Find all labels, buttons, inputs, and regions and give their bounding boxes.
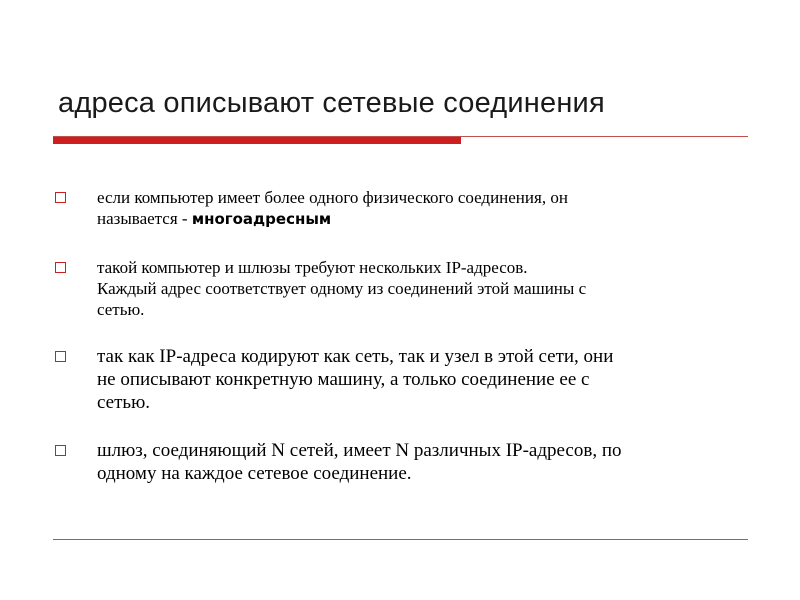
- square-bullet-icon: [55, 351, 66, 362]
- slide-title: адреса описывают сетевые соединения: [58, 87, 605, 119]
- bullet-line: сетью.: [97, 392, 151, 413]
- bullet-line: одному на каждое сетевое соединение.: [97, 463, 412, 484]
- bullet-item: [55, 439, 755, 485]
- bullet-item: [55, 345, 755, 414]
- bullet-item: [55, 187, 755, 230]
- square-bullet-icon: [55, 445, 66, 456]
- bullet-line: [97, 208, 755, 230]
- bullet-line: так как IP-адреса кодируют как сеть, так и узел в этой сети, они: [97, 346, 614, 367]
- title-underline-accent: [53, 137, 461, 144]
- square-bullet-icon: [55, 192, 66, 203]
- bullet-line: Каждый адрес соответствует одному из соединений этой машины с: [97, 279, 587, 298]
- bullet-item: [55, 257, 755, 320]
- bullet-list: [55, 187, 755, 485]
- bullet-line: шлюз, соединяющий N сетей, имеет N различных IP-адресов, по: [97, 440, 622, 461]
- footer-rule: [53, 539, 748, 540]
- bullet-line-text: называется -: [97, 209, 192, 228]
- bullet-line: сетью.: [97, 300, 145, 319]
- bullet-line: не описывают конкретную машину, а только соединение ее с: [97, 369, 590, 390]
- bullet-line: если компьютер имеет более одного физического соединения, он: [97, 188, 568, 207]
- bold-term: многоадресным: [191, 210, 332, 228]
- bullet-line: такой компьютер и шлюзы требуют нескольких IP-адресов.: [97, 258, 528, 277]
- square-bullet-icon: [55, 262, 66, 273]
